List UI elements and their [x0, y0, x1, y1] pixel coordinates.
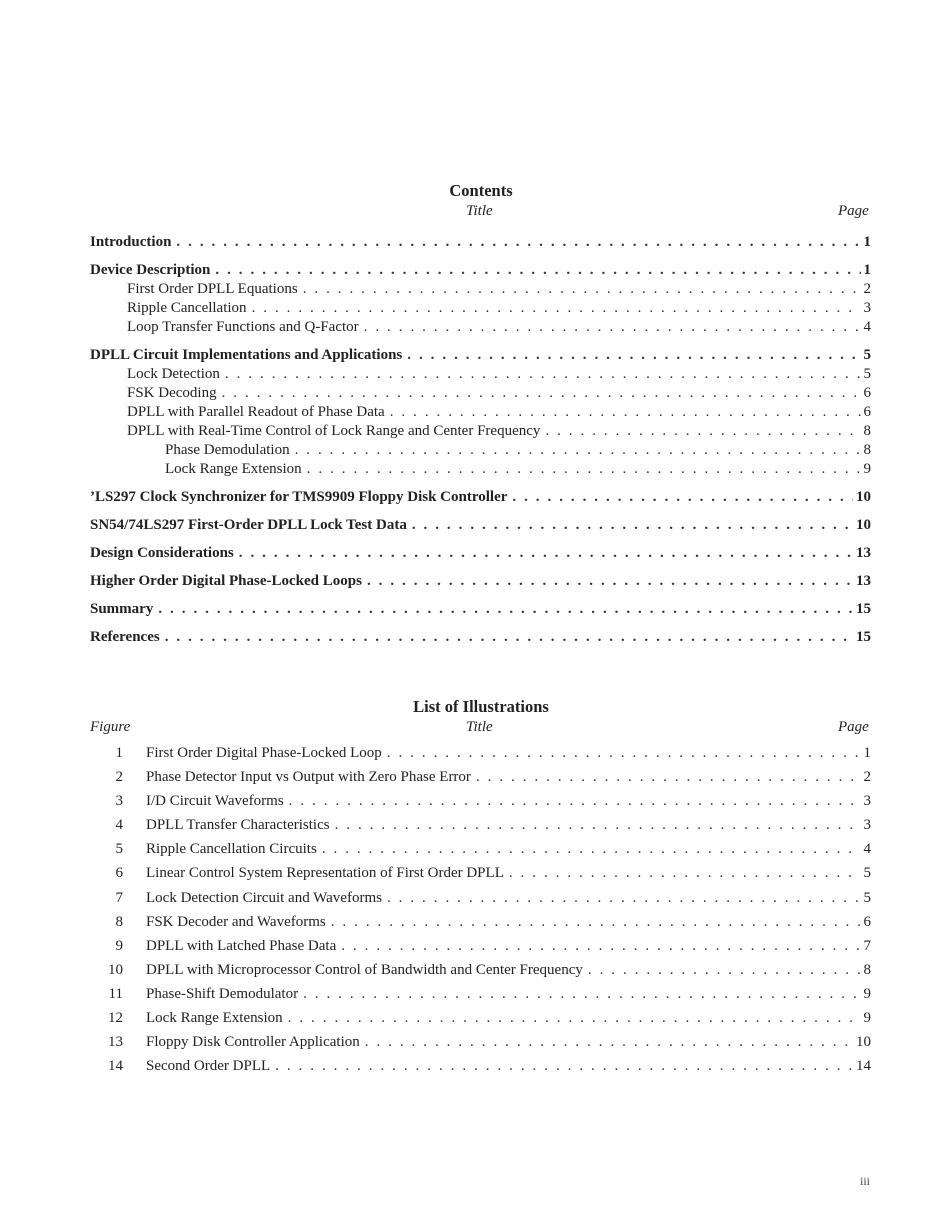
figure-title: First Order Digital Phase-Locked Loop — [146, 745, 382, 761]
contents-heading: Contents — [449, 181, 513, 200]
dot-leader — [252, 299, 861, 318]
toc-entry — [90, 488, 871, 507]
toc-entry — [90, 384, 871, 403]
figure-entry — [90, 837, 871, 861]
figure-number: 14 — [108, 1058, 123, 1075]
figure-number: 6 — [115, 865, 123, 882]
toc-entry — [90, 318, 871, 337]
figure-entry — [90, 813, 871, 837]
figure-title: Lock Range Extension — [146, 1010, 283, 1027]
dot-leader — [303, 280, 861, 299]
dot-leader — [407, 346, 860, 365]
figure-page: 4 — [863, 841, 871, 858]
figure-title: Second Order DPLL — [146, 1058, 271, 1075]
figure-page: 5 — [863, 865, 871, 882]
toc-entry-title: Higher Order Digital Phase-Locked Loops — [90, 573, 362, 589]
toc-entry-title: Design Considerations — [90, 545, 234, 561]
dot-leader — [222, 384, 861, 403]
figure-page: 3 — [863, 817, 871, 834]
figure-title: DPLL with Microprocessor Control of Bandwidth and Center Frequency — [146, 961, 583, 978]
dot-leader — [215, 261, 860, 280]
contents-list — [90, 233, 871, 647]
dot-leader — [412, 516, 853, 535]
illustrations-title-column-header: Title — [466, 719, 493, 735]
figure-title: DPLL with Latched Phase Data — [146, 937, 337, 954]
illustrations-list — [90, 741, 871, 1078]
figure-entry — [90, 765, 871, 789]
figure-page: 9 — [863, 985, 871, 1002]
figure-entry — [90, 958, 871, 982]
toc-entry — [90, 365, 871, 384]
toc-entry-page: 1 — [863, 234, 871, 250]
dot-leader — [158, 600, 853, 619]
toc-entry-title: DPLL with Parallel Readout of Phase Data — [127, 404, 385, 420]
toc-entry-title: Lock Detection — [127, 366, 220, 382]
toc-entry-page: 8 — [863, 423, 871, 439]
dot-leader — [365, 1030, 853, 1054]
figure-page: 2 — [863, 769, 871, 786]
toc-entry — [90, 403, 871, 422]
dot-leader — [512, 488, 853, 507]
dot-leader — [288, 1006, 861, 1030]
figure-entry — [90, 1054, 871, 1078]
figure-page: 7 — [863, 937, 871, 954]
page-number: iii — [860, 1174, 871, 1188]
figure-number: 7 — [115, 889, 123, 906]
toc-entry-page: 10 — [856, 517, 871, 533]
figure-number: 13 — [108, 1034, 123, 1051]
figure-title: Phase-Shift Demodulator — [146, 985, 299, 1002]
dot-leader — [176, 233, 860, 252]
contents-page-column-header: Page — [838, 203, 869, 219]
toc-entry-page: 2 — [863, 281, 871, 297]
toc-entry — [90, 460, 871, 479]
toc-entry-title: Loop Transfer Functions and Q-Factor — [127, 319, 359, 335]
figure-page: 9 — [863, 1010, 871, 1027]
dot-leader — [387, 886, 861, 910]
figure-title: Phase Detector Input vs Output with Zero Phase Error — [146, 769, 471, 786]
dot-leader — [476, 765, 861, 789]
toc-entry-title: DPLL with Real-Time Control of Lock Range and Center Frequency — [127, 423, 541, 439]
toc-entry-page: 13 — [856, 545, 871, 561]
figure-entry — [90, 1030, 871, 1054]
figure-page: 6 — [863, 913, 871, 930]
toc-entry-page: 13 — [856, 573, 871, 589]
toc-entry — [90, 572, 871, 591]
toc-entry-page: 1 — [863, 262, 871, 278]
toc-entry-page: 3 — [863, 300, 871, 316]
dot-leader — [289, 789, 861, 813]
figure-number: 11 — [108, 985, 123, 1002]
dot-leader — [331, 910, 861, 934]
dot-leader — [275, 1054, 853, 1078]
dot-leader — [225, 365, 861, 384]
toc-entry-page: 4 — [863, 319, 871, 335]
figure-title: FSK Decoder and Waveforms — [146, 913, 326, 930]
illustrations-figure-column-header: Figure — [90, 719, 131, 735]
toc-entry-title: FSK Decoding — [127, 385, 217, 401]
toc-entry-page: 5 — [863, 366, 871, 382]
toc-entry-page: 5 — [863, 347, 871, 363]
dot-leader — [341, 934, 860, 958]
dot-leader — [367, 572, 853, 591]
dot-leader — [303, 982, 860, 1006]
figure-entry — [90, 789, 871, 813]
toc-entry — [90, 233, 871, 252]
figure-entry — [90, 1006, 871, 1030]
toc-entry-title: Summary — [90, 601, 154, 617]
figure-entry — [90, 934, 871, 958]
toc-entry-title: Phase Demodulation — [165, 442, 290, 458]
figure-title: Floppy Disk Controller Application — [146, 1034, 360, 1051]
contents-title-column-header: Title — [466, 203, 493, 219]
figure-number: 8 — [115, 913, 123, 930]
figure-title: DPLL Transfer Characteristics — [146, 817, 330, 834]
figure-entry — [90, 886, 871, 910]
toc-entry-title: DPLL Circuit Implementations and Applications — [90, 347, 403, 363]
toc-entry — [90, 346, 871, 365]
dot-leader — [387, 741, 861, 765]
toc-entry — [90, 261, 871, 280]
dot-leader — [364, 318, 861, 337]
figure-number: 1 — [115, 745, 123, 761]
toc-entry-title: References — [90, 629, 160, 645]
toc-entry-page: 15 — [856, 629, 871, 645]
dot-leader — [588, 958, 861, 982]
toc-entry-page: 15 — [856, 601, 871, 617]
figure-number: 10 — [108, 961, 123, 978]
toc-entry-page: 8 — [863, 442, 871, 458]
figure-page: 10 — [856, 1034, 871, 1051]
toc-entry-title: Ripple Cancellation — [127, 300, 247, 316]
dot-leader — [335, 813, 861, 837]
toc-entry — [90, 280, 871, 299]
figure-page: 5 — [863, 889, 871, 906]
figure-entry — [90, 910, 871, 934]
figure-title: Lock Detection Circuit and Waveforms — [146, 889, 382, 906]
toc-entry-page: 6 — [863, 385, 871, 401]
dot-leader — [165, 628, 853, 647]
figure-page: 14 — [856, 1058, 871, 1075]
figure-number: 5 — [115, 841, 123, 858]
toc-entry — [90, 516, 871, 535]
dot-leader — [295, 441, 861, 460]
dot-leader — [307, 460, 861, 479]
toc-entry — [90, 441, 871, 460]
toc-entry-page: 10 — [856, 489, 871, 505]
figure-page: 1 — [863, 745, 871, 761]
toc-entry-page: 9 — [863, 461, 871, 477]
toc-entry — [90, 422, 871, 441]
figure-page: 3 — [863, 793, 871, 810]
toc-entry-title: ’LS297 Clock Synchronizer for TMS9909 Floppy Disk Controller — [90, 489, 508, 505]
toc-entry-title: Lock Range Extension — [165, 461, 302, 477]
figure-number: 2 — [115, 769, 123, 786]
figure-title: I/D Circuit Waveforms — [146, 793, 284, 810]
toc-entry-page: 6 — [863, 404, 871, 420]
toc-entry — [90, 600, 871, 619]
toc-entry-title: Device Description — [90, 262, 211, 278]
figure-page: 8 — [863, 961, 871, 978]
figure-number: 3 — [115, 793, 123, 810]
dot-leader — [545, 422, 860, 441]
dot-leader — [390, 403, 861, 422]
toc-entry — [90, 544, 871, 563]
figure-number: 4 — [115, 817, 123, 834]
illustrations-page-column-header: Page — [838, 719, 869, 735]
figure-entry — [90, 982, 871, 1006]
dot-leader — [322, 837, 861, 861]
toc-entry-title: First Order DPLL Equations — [127, 281, 298, 297]
figure-entry — [90, 741, 871, 765]
toc-entry — [90, 299, 871, 318]
figure-number: 9 — [115, 937, 123, 954]
toc-entry-title: Introduction — [90, 234, 172, 250]
toc-entry-title: SN54/74LS297 First-Order DPLL Lock Test Data — [90, 517, 407, 533]
figure-title: Linear Control System Representation of First Order DPLL — [146, 865, 504, 882]
dot-leader — [239, 544, 853, 563]
figure-title: Ripple Cancellation Circuits — [146, 841, 317, 858]
figure-entry — [90, 861, 871, 885]
figure-number: 12 — [108, 1010, 123, 1027]
dot-leader — [509, 861, 861, 885]
toc-entry — [90, 628, 871, 647]
illustrations-heading: List of Illustrations — [413, 697, 549, 716]
